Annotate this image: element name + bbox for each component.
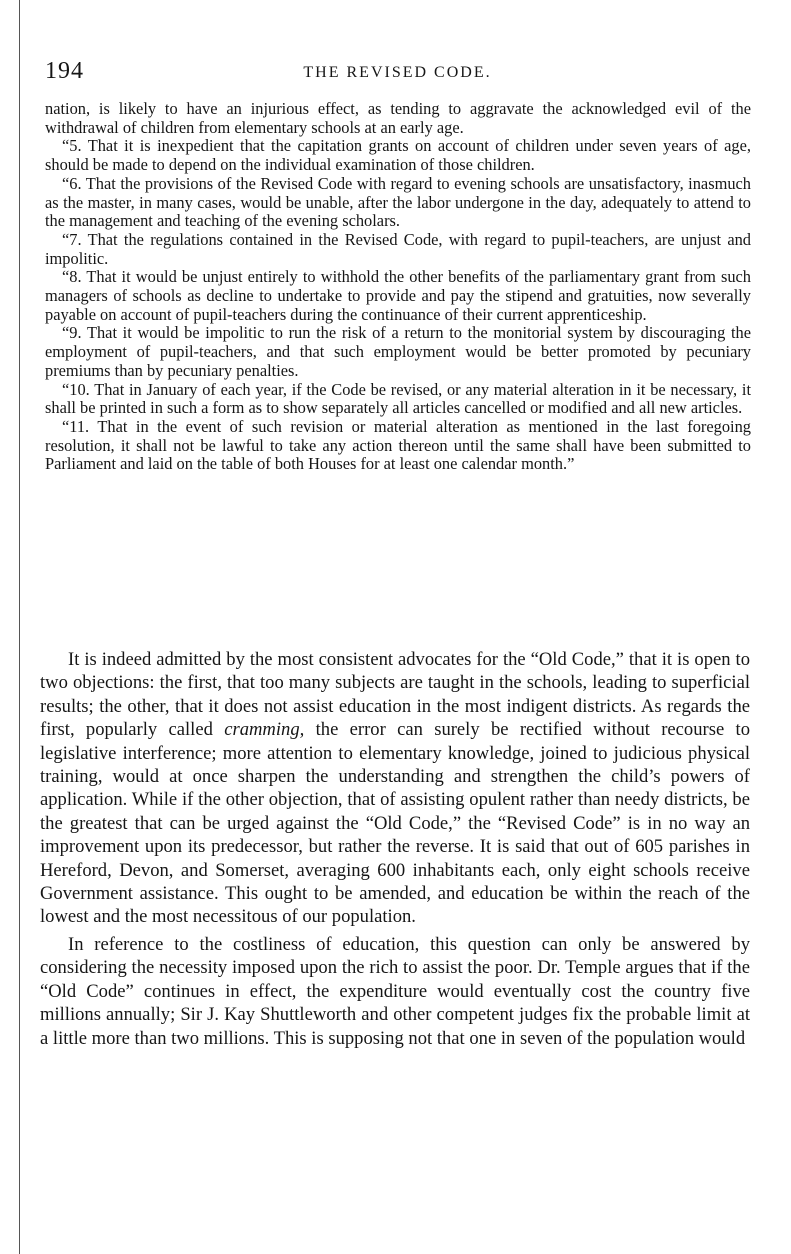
resolution-continuation: nation, is likely to have an injurious effect, as tending to aggravate the acknowledged evil of the withdrawal of children from elementary schools at an early age. xyxy=(45,99,751,137)
resolution-11: “11. That in the event of such revision or material alteration as mentioned in the last foregoing resolution, it shall not be lawful to take any action thereon until the same shall have been submitted to Parliament and laid on the table of both Houses for at least one calendar month.” xyxy=(45,416,751,474)
paragraph-costliness: In reference to the costliness of education, this question can only be answered by considering the necessity imposed upon the rich to assist the poor. Dr. Temple argues that if the “Old Code” continues in effect, the expenditure would eventually cost the country five millions annually; Sir J. Kay Shuttleworth and other competent judges fix the probable limit at a little more than two millions. This is supposing not that one in seven of the population would xyxy=(40,933,750,1049)
page-header xyxy=(45,52,750,92)
paragraph-1-part-2: the error can surely be rectified without recourse to legislative interference; more attention to elementary knowledge, joined to judicious physical training, would at once sharpen the understanding and strengthen the child’s powers of application. While if the other objection, that of assisting opulent rather than needy districts, be the greatest that can be urged against the “Old Code,” the “Revised Code” is in no way an improvement upon its predecessor, but rather the reverse. It is said that out of 605 parishes in Hereford, Devon, and Somerset, averaging 600 inhabitants each, only eight schools receive Government assistance. This ought to be amended, and education be within the reach of the lowest and the most necessitous of our population. xyxy=(40,719,750,928)
resolution-9: “9. That it would be impolitic to run the risk of a return to the monitorial system by discouraging the employment of pupil-teachers, and that such employment would be better promoted by pecuniary premiums than by pecuniary penalties. xyxy=(45,323,751,380)
paragraph-old-code-objections xyxy=(40,648,750,929)
page-margin-rule xyxy=(19,0,20,1254)
emphasis-cramming: cramming, xyxy=(224,719,305,741)
running-title: THE REVISED CODE. xyxy=(303,64,492,81)
resolution-8: “8. That it would be unjust entirely to withhold the other benefits of the parliamentary grant from such managers of schools as decline to undertake to provide and pay the stipend and gratuities, now severally payable on account of pupil-teachers during the continuance of their current apprenticeship. xyxy=(45,267,751,324)
resolution-5: “5. That it is inexpedient that the capitation grants on account of children under seven years of age, should be made to depend on the individual examination of those children. xyxy=(45,136,751,175)
resolution-7: “7. That the regulations contained in the Revised Code, with regard to pupil-teachers, are unjust and impolitic. xyxy=(45,229,751,268)
paragraph-1-part-1: It is indeed admitted by the most consistent advocates for the “Old Code,” that it is open to two objections: the first, that too many subjects are taught in the schools, leading to superficial results; the other, that it does not assist education in the most indigent districts. As regards the first, popularly called xyxy=(40,649,750,741)
resolution-10: “10. That in January of each year, if the Code be revised, or any material alteration in it be necessary, it shall be printed in such a form as to show separately all articles cancelled or modified and all new articles. xyxy=(45,379,751,418)
resolution-6: “6. That the provisions of the Revised Code with regard to evening schools are unsatisfactory, inasmuch as the master, in many cases, would be unable, after the labor undergone in the day, adequately to attend to the management and teaching of the evening scholars. xyxy=(45,173,751,231)
quoted-resolutions xyxy=(45,100,751,474)
page-number: 194 xyxy=(45,58,84,84)
body-text xyxy=(40,648,750,1050)
